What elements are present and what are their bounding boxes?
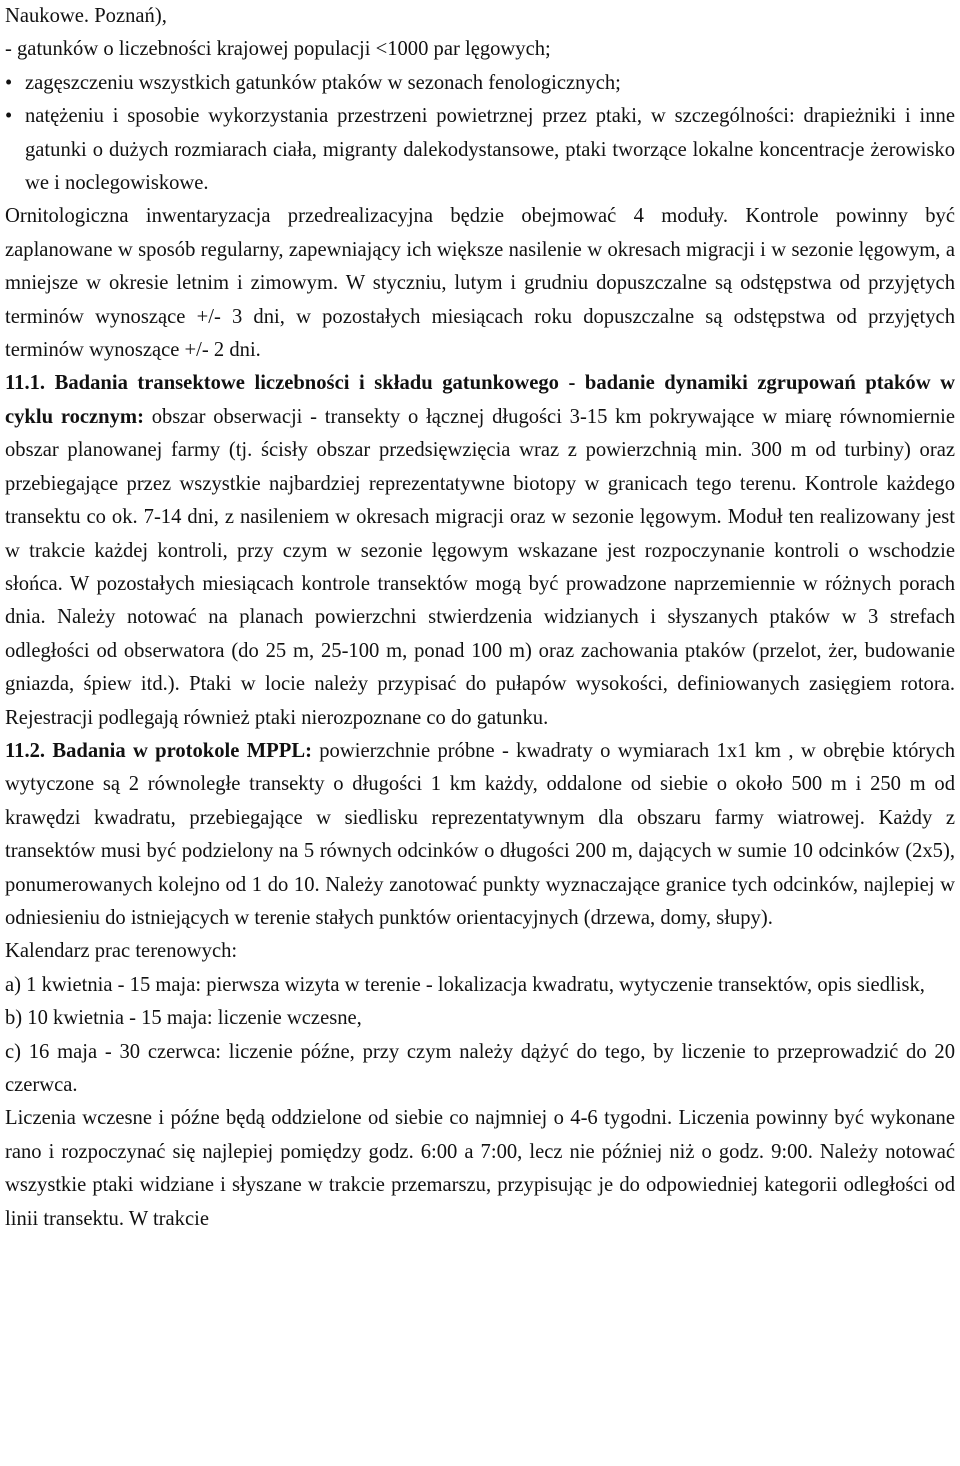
bullet-text: zagęszczeniu wszystkich gatunków ptaków w sezonach fenologicznych; — [25, 71, 621, 94]
paragraph-inventory: Ornitologiczna inwentaryzacja przedrealizacyjna będzie obejmować 4 moduły. Kontrole powinny być zaplanowane w sposób regularny, zapewniający ich większe nasilenie w okresach migracji i w sezonie lęgowym, a mniejsze w okresie letnim i zimowym. W styczniu, lutym i grudniu dopuszczalne są odstępstwa od przyjętych terminów wynoszące +/- 3 dni, w pozostałych miesiącach roku dopuszczalne są odstępstwa od przyjętych terminów wynoszące +/- 2 dni. — [5, 205, 955, 362]
document-page — [5, 0, 955, 1236]
bullet-item — [5, 67, 955, 100]
dash-list-item: - gatunków o liczebności krajowej populacji <1000 par lęgowych; — [5, 38, 551, 61]
bullet-text: natężeniu i sposobie wykorzystania przestrzeni powietrznej przez ptaki, w szczególności: drapieżniki i inne gatunki o dużych rozmiarach ciała, migranty dalekodystansowe, ptaki tworzące lokalne koncentracje żerowisko we i noclegowiskowe. — [25, 105, 955, 195]
section-11-2-body: powierzchnie próbne - kwadraty o wymiarach 1x1 km , w obrębie których wytyczone są 2 równoległe transekty o długości 1 km każdy, oddalone od siebie o około 500 m i 250 m od krawędzi kwadratu, przebiegające w siedlisku reprezentatywnym dla obszaru farmy wiatrowej. Każdy z transektów musi być podzielony na 5 równych odcinków o długości 200 m, dających w sumie 10 odcinków (2x5), ponumerowanych kolejno od 1 do 10. Należy zanotować punkty wyznaczające granice tych odcinków, najlepiej w odniesieniu do istniejących w terenie stałych punktów orientacyjnych (drzewa, domy, słupy). — [5, 739, 956, 929]
calendar-label: Kalendarz prac terenowych: — [5, 940, 238, 963]
section-11-1-heading: 11.1. Badania transektowe liczebności i składu gatunkowego - badanie dynamiki zgrupowań ptaków w cyklu rocznym: — [5, 372, 955, 428]
section-11-2-heading: 11.2. Badania w protokole MPPL: — [5, 739, 312, 762]
calendar-item: c) 16 maja - 30 czerwca: liczenie późne, przy czym należy dążyć do tego, by liczenie to przeprowadzić do 20 czerwca. — [5, 1040, 955, 1096]
paragraph-counts: Liczenia wczesne i późne będą oddzielone od siebie co najmniej o 4-6 tygodni. Liczenia powinny być wykonane rano i rozpoczynać się najlepiej pomiędzy godz. 6:00 a 7:00, lecz nie później niż o godz. 9:00. Należy notować wszystkie ptaki widziane i słyszane w trakcie przemarszu, przypisując je do odpowiedniej kategorii odległości od linii transektu. W trakcie — [5, 1107, 955, 1230]
bullet-icon: • — [5, 105, 13, 128]
bullet-item — [5, 100, 955, 200]
section-11-2 — [5, 735, 955, 935]
top-fragment: Naukowe. Poznań), — [5, 5, 167, 27]
calendar-item: b) 10 kwietnia - 15 maja: liczenie wczesne, — [5, 1007, 362, 1030]
bullet-icon: • — [5, 71, 13, 94]
section-11-1 — [5, 367, 955, 734]
calendar-item: a) 1 kwietnia - 15 maja: pierwsza wizyta w terenie - lokalizacja kwadratu, wytyczenie transektów, opis siedlisk, — [5, 973, 925, 996]
section-11-1-body: obszar obserwacji - transekty o łącznej długości 3-15 km pokrywające w miarę równomiernie obszar planowanej farmy (tj. ścisły obszar przedsięwzięcia wraz z powierzchnią min. 300 m od turbiny) oraz przebiegające przez wszystkie najbardziej reprezentatywne biotopy w granicach tego terenu. Kontrole każdego transektu co ok. 7-14 dni, z nasileniem w okresach migracji oraz w sezonie lęgowym. Moduł ten realizowany jest w trakcie każdej kontroli, przy czym w sezonie lęgowym wskazane jest rozpoczynanie kontroli o wschodzie słońca. W pozostałych miesiącach kontrole transektów mogą być prowadzone naprzemiennie w różnych porach dnia. Należy notować na planach powierzchni stwierdzenia widzianych i słyszanych ptaków w 3 strefach odległości od obserwatora (do 25 m, 25-100 m, ponad 100 m) oraz zachowania ptaków (przelot, żer, budowanie gniazda, śpiew itd.). Ptaki w locie należy przypisać do pułapów wysokości, definiowanych zasięgiem rotora. Rejestracji podlegają również ptaki nierozpoznane co do gatunku. — [5, 405, 955, 729]
